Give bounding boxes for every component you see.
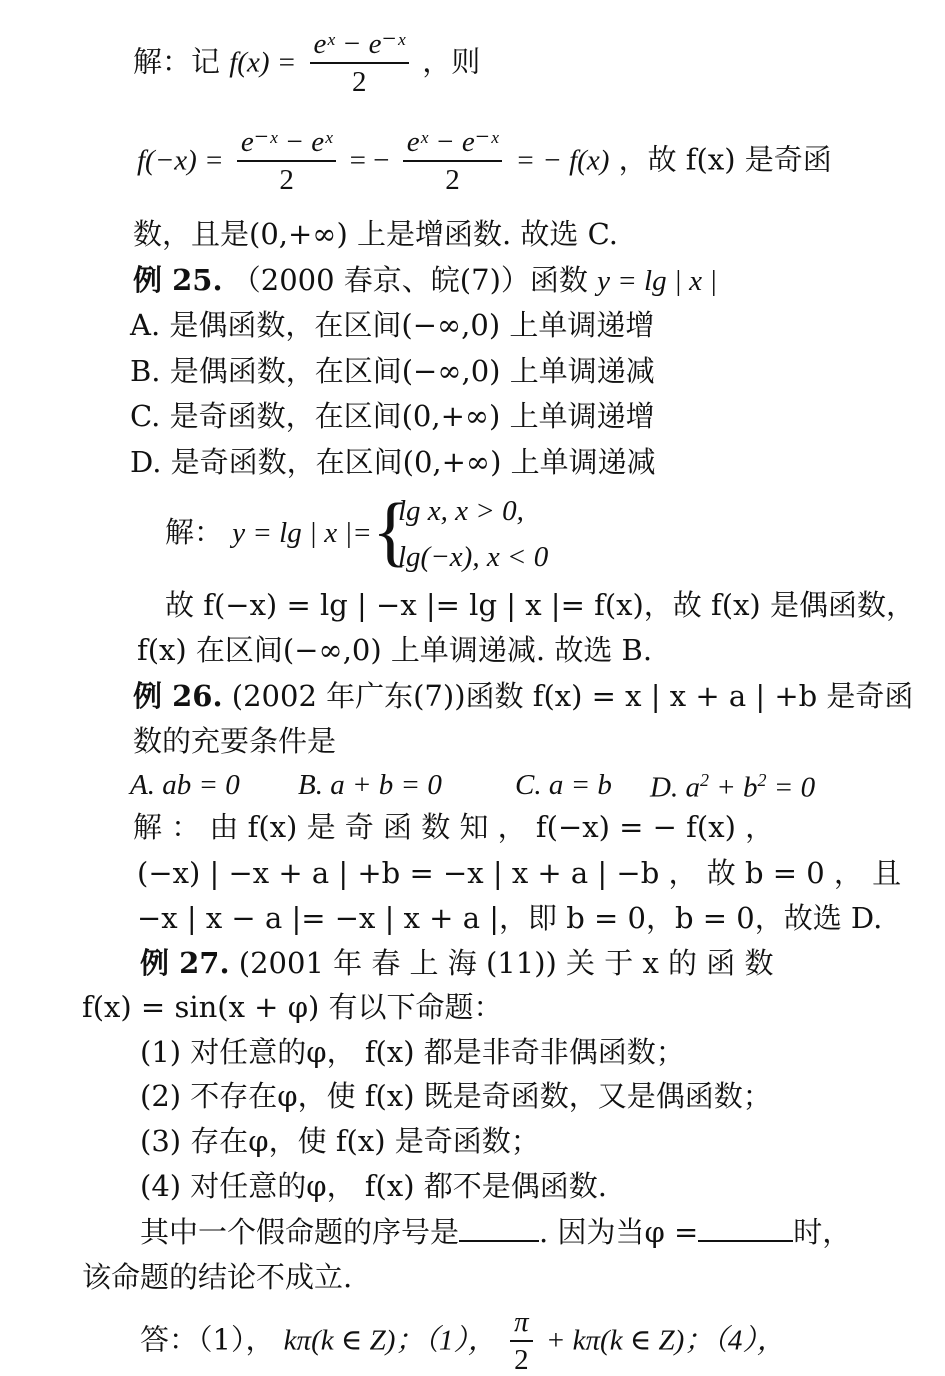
- ex26-stem2: 数的充要条件是: [133, 724, 337, 758]
- sol24-line1: [133, 30, 480, 97]
- ex26-option-b: B. a + b = 0: [298, 769, 442, 801]
- ex25-sol-expr: y = lg | x |=: [232, 517, 372, 549]
- ex25-solution-line3: f(x) 在区间(−∞,0) 上单调递减. 故选 B.: [137, 633, 653, 667]
- sol24-line3: 数，且是(0,+∞) 上是增函数. 故选 C.: [133, 217, 619, 251]
- ex27-ans-prefix: 答：（1），: [140, 1322, 275, 1357]
- ex27-ans-frac-den: 2: [514, 1344, 529, 1376]
- ex26-optd-end: = 0: [766, 771, 816, 804]
- ex25-title: 例 25.: [133, 263, 223, 297]
- sol24-line2: [137, 128, 832, 195]
- ex25-option-c: C. 是奇函数，在区间(0,+∞) 上单调递增: [130, 399, 655, 433]
- sol24-fdef: f(x) =: [229, 46, 297, 79]
- ex26-option-a: A. ab = 0: [130, 769, 240, 801]
- ex25-solution-line2: 故 f(−x) = lg | −x |= lg | x |= f(x)，故 f(x) 是偶函数，: [165, 588, 915, 622]
- ex25-case1: lg x, x > 0,: [398, 495, 524, 527]
- ex26-optd-sup2: 2: [757, 770, 767, 790]
- ex25-sol-prefix: 解：: [165, 515, 224, 549]
- sol24-frac1: [310, 30, 410, 97]
- answer-blank-1[interactable]: [459, 1218, 539, 1242]
- sol24-tail: ，故 f(x) 是奇函: [618, 142, 832, 177]
- ex27-proposition-4: (4) 对任意的φ， f(x) 都不是偶函数.: [140, 1169, 607, 1203]
- ex26-solution-line3: −x | x − a |= −x | x + a |，即 b = 0，b = 0，故选 D.: [137, 901, 883, 935]
- sol24-lhs: f(−x) =: [137, 144, 224, 177]
- ex25-option-a: A. 是偶函数，在区间(−∞,0) 上单调递增: [130, 308, 655, 342]
- sol24-frac2: [237, 128, 337, 195]
- ex27-proposition-3: (3) 存在φ，使 f(x) 是奇函数；: [140, 1124, 540, 1158]
- ex27-ans-frac: [510, 1308, 533, 1375]
- sol24-frac1-num: eˣ − e⁻ˣ: [310, 30, 410, 64]
- ex27-q3: 时，: [793, 1215, 852, 1249]
- piecewise-brace: {: [372, 487, 410, 574]
- ex25-header: [133, 263, 718, 297]
- ex26-stem1: (2002 年广东(7))函数 f(x) = x | x + a | +b 是奇函: [231, 679, 914, 713]
- sol24-frac2-den: 2: [279, 164, 294, 196]
- ex25-option-d: D. 是奇函数，在区间(0,+∞) 上单调递减: [130, 445, 656, 479]
- sol24-frac3-num: eˣ − e⁻ˣ: [403, 128, 503, 162]
- ex27-proposition-1: (1) 对任意的φ， f(x) 都是非奇非偶函数；: [140, 1035, 685, 1069]
- ex27-stem1: (2001 年 春 上 海 (11)) 关 于 x 的 函 数: [238, 946, 774, 980]
- sol24-frac1-den: 2: [352, 66, 367, 98]
- sol24-rhs: = − f(x): [515, 144, 610, 177]
- sol24-frac2-num: e⁻ˣ − eˣ: [237, 128, 337, 162]
- ex26-optd-sup1: 2: [699, 770, 709, 790]
- ex25-solution-line1: [165, 515, 372, 549]
- ex25-source: （2000 春京、皖(7)）函数: [231, 263, 588, 297]
- ex26-solution-line2: (−x) | −x + a | +b = −x | x + a | −b ， 故 b = 0 ， 且: [137, 856, 902, 890]
- ex27-ans-frac-num: π: [510, 1308, 533, 1342]
- ex26-title: 例 26.: [133, 679, 223, 713]
- ex27-q2: . 因为当φ =: [539, 1215, 699, 1249]
- ex27-ans-k: kπ(k ∈ Z)；（1），: [283, 1324, 497, 1357]
- answer-blank-2[interactable]: [698, 1218, 793, 1242]
- sol24-eq-minus: = −: [349, 144, 390, 177]
- sol24-frac3-den: 2: [445, 164, 460, 196]
- ex27-stem2: f(x) = sin(x + φ) 有以下命题：: [82, 990, 503, 1024]
- ex25-expr: y = lg | x |: [597, 265, 718, 297]
- ex26-solution-line1: 解 ： 由 f(x) 是 奇 函 数 知 ， f(−x) = − f(x) ，: [133, 810, 775, 844]
- ex26-option-d: [650, 771, 815, 803]
- ex25-case2: lg(−x), x < 0: [398, 541, 549, 573]
- ex26-optd-mid: + b: [708, 771, 758, 804]
- sol24-frac3: [403, 128, 503, 195]
- sol24-prefix: 解：记: [133, 44, 221, 79]
- ex27-question-line1: [140, 1215, 852, 1249]
- sol24-then: ，则: [422, 44, 481, 79]
- ex27-header: [140, 946, 774, 980]
- ex26-header: [133, 679, 914, 713]
- ex25-option-b: B. 是偶函数，在区间(−∞,0) 上单调递减: [130, 354, 655, 388]
- ex27-title: 例 27.: [140, 946, 230, 980]
- ex27-question-line2: 该命题的结论不成立.: [82, 1260, 353, 1294]
- ex27-proposition-2: (2) 不存在φ，使 f(x) 既是奇函数，又是偶函数；: [140, 1079, 772, 1113]
- ex26-option-c: C. a = b: [515, 769, 612, 801]
- ex26-optd-base: D. a: [650, 771, 700, 804]
- ex27-answer: [140, 1308, 786, 1375]
- ex27-q1: 其中一个假命题的序号是: [140, 1215, 460, 1249]
- ex27-ans-tail: + kπ(k ∈ Z)；（4），: [545, 1324, 786, 1357]
